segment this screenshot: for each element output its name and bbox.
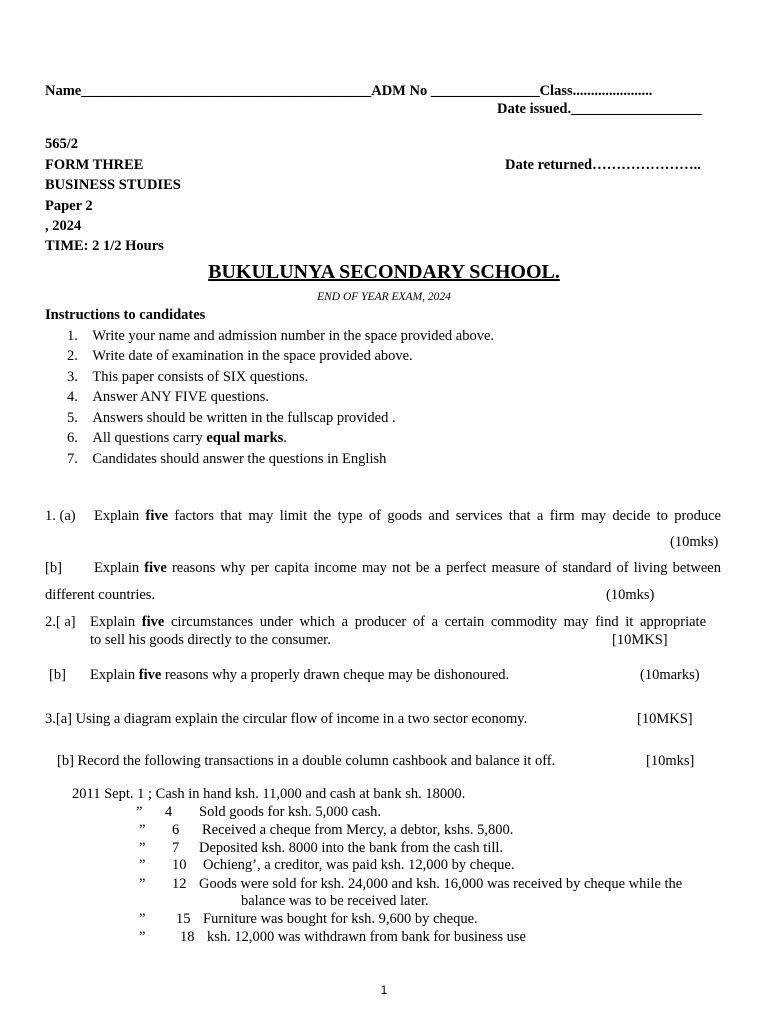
transaction-day: 18: [180, 929, 195, 945]
q3a-marks: [10MKS]: [637, 711, 693, 727]
q2a-text: Explain five circumstances under which a producer of a certain commodity may find it appropriate: [90, 614, 706, 630]
q2b-label: [b]: [49, 667, 66, 683]
q2a-label: 2.[ a]: [45, 614, 76, 630]
q1b-marks: (10mks): [606, 587, 655, 603]
paper-code: 565/2: [45, 136, 79, 152]
exam-year: , 2024: [45, 218, 82, 234]
q3b-marks: [10mks]: [646, 753, 695, 769]
q2b-text: Explain five reasons why a properly drawn cheque may be dishonoured.: [90, 667, 510, 683]
transaction-row: Deposited ksh. 8000 into the bank from the cash till.: [199, 840, 504, 856]
form-level: FORM THREE: [45, 157, 144, 173]
ditto-mark: ”: [139, 911, 146, 927]
transaction-day: 7: [172, 840, 180, 856]
list-item: 2. Write date of examination in the space provided above.: [67, 348, 413, 364]
transaction-row: Goods were sold for ksh. 24,000 and ksh. 16,000 was received by cheque while the: [199, 876, 683, 892]
paper-number: Paper 2: [45, 198, 93, 214]
q2b-marks: (10marks): [640, 667, 700, 683]
q1b-text: Explain five reasons why per capita income may not be a perfect measure of standard of living between: [94, 560, 721, 576]
ditto-mark: ”: [139, 857, 146, 873]
list-item: 7. Candidates should answer the questions in English: [67, 451, 387, 467]
q1b-label: [b]: [45, 560, 62, 576]
transaction-row: Received a cheque from Mercy, a debtor, kshs. 5,800.: [202, 822, 514, 838]
ditto-mark: ”: [139, 822, 146, 838]
subject: BUSINESS STUDIES: [45, 177, 181, 193]
date-returned: Date returned…………………..: [505, 157, 701, 173]
q1b-text-continued: different countries.: [45, 587, 156, 603]
transaction-day: 10: [172, 857, 187, 873]
ditto-mark: ”: [139, 876, 146, 892]
transaction-day: 6: [172, 822, 180, 838]
transaction-row: Ochieng’, a creditor, was paid ksh. 12,000 by cheque.: [203, 857, 515, 873]
exam-title: END OF YEAR EXAM, 2024: [317, 291, 451, 303]
transaction-row: Sold goods for ksh. 5,000 cash.: [199, 804, 382, 820]
q3b-text: [b] Record the following transactions in a double column cashbook and balance it off.: [57, 753, 556, 769]
exam-time: TIME: 2 1/2 Hours: [45, 238, 164, 254]
ditto-mark: ”: [136, 804, 143, 820]
date-issued: Date issued.__________________: [497, 101, 702, 117]
transaction-day: 12: [172, 876, 187, 892]
transaction-row: ksh. 12,000 was withdrawn from bank for business use: [207, 929, 526, 945]
transaction-day: 15: [176, 911, 191, 927]
ditto-mark: ”: [139, 840, 146, 856]
school-name: BUKULUNYA SECONDARY SCHOOL.: [208, 261, 560, 283]
q1a-text: Explain five factors that may limit the type of goods and services that a firm may decide to produce: [94, 508, 721, 524]
q1a-marks: (10mks): [670, 534, 719, 550]
instructions-heading: Instructions to candidates: [45, 307, 206, 323]
transaction-row: 2011 Sept. 1 ; Cash in hand ksh. 11,000 and cash at bank sh. 18000.: [72, 786, 466, 802]
transaction-row-continued: balance was to be received later.: [241, 893, 429, 909]
q2a-text-continued: to sell his goods directly to the consumer.: [90, 632, 331, 648]
q2a-marks: [10MKS]: [612, 632, 668, 648]
list-item: 6. All questions carry equal marks.: [67, 430, 287, 446]
list-item: 3. This paper consists of SIX questions.: [67, 369, 309, 385]
page-number: 1: [380, 983, 388, 997]
ditto-mark: ”: [139, 929, 146, 945]
list-item: 5. Answers should be written in the fullscap provided .: [67, 410, 396, 426]
q3a-text: 3.[a] Using a diagram explain the circular flow of income in a two sector economy.: [45, 711, 528, 727]
list-item: 4. Answer ANY FIVE questions.: [67, 389, 270, 405]
list-item: 1. Write your name and admission number in the space provided above.: [67, 328, 495, 344]
name-adm-class-line: Name________________________________________ADM No _______________Class......................: [45, 83, 653, 99]
transaction-day: 4: [165, 804, 173, 820]
transaction-row: Furniture was bought for ksh. 9,600 by cheque.: [203, 911, 478, 927]
q1a-label: 1. (a): [45, 508, 76, 524]
